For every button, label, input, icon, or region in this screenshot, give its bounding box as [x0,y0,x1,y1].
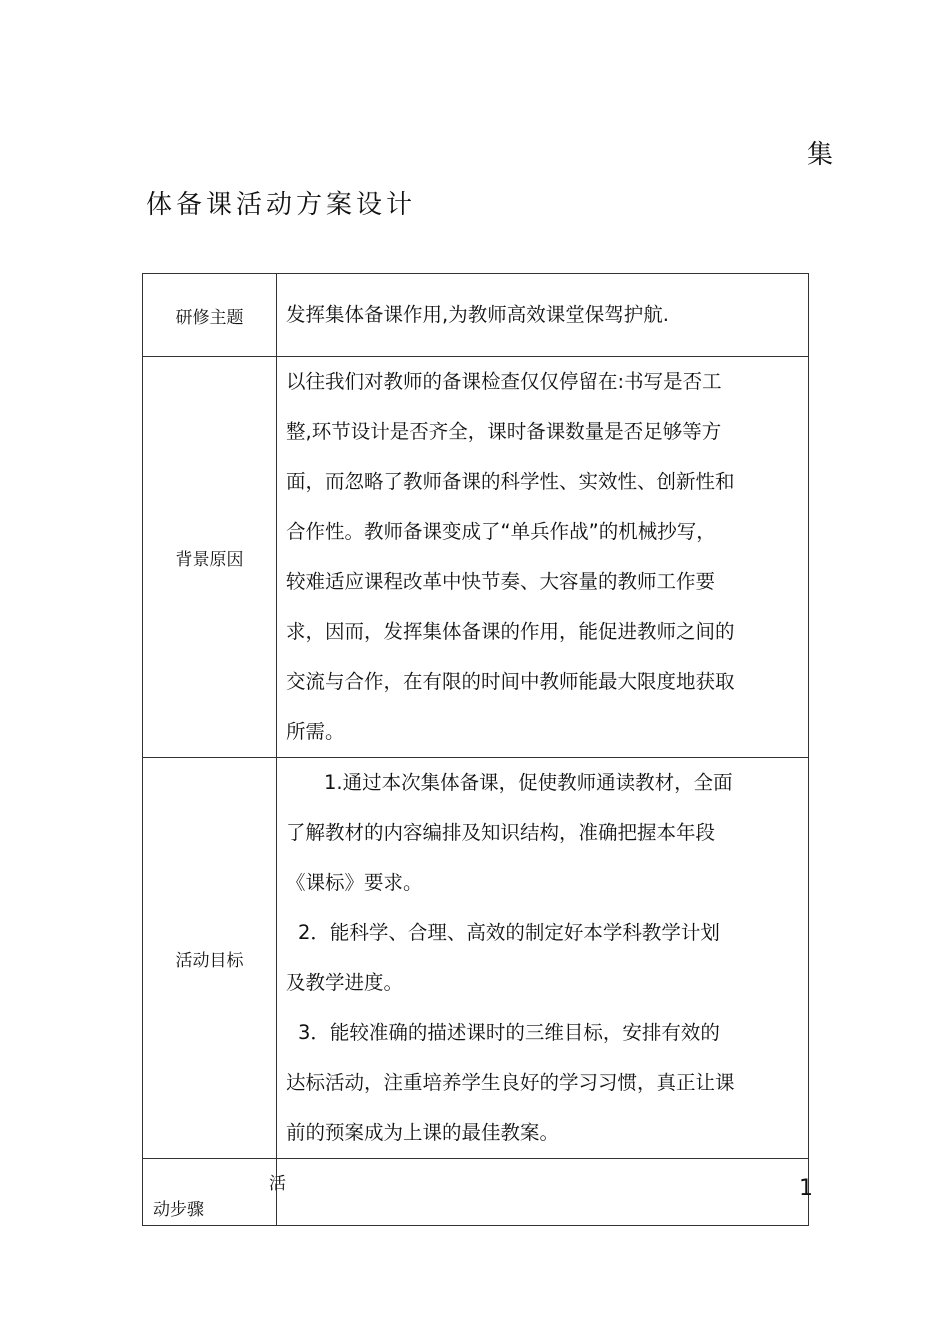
background-label: 背景原因 [143,357,277,758]
background-line: 整,环节设计是否齐全，课时备课数量是否足够等方 [286,420,722,443]
steps-content [277,1159,809,1226]
topic-text: 发挥集体备课作用,为教师高效课堂保驾护航. [277,274,809,357]
goal-line: 了解教材的内容编排及知识结构，准确把握本年段 [286,821,716,844]
title-first-char: 集 [807,140,838,170]
goal-line: 3．能较准确的描述课时的三维目标，安排有效的 [298,1021,720,1044]
goals-text [277,758,809,1159]
goal-line: 2．能科学、合理、高效的制定好本学科教学计划 [298,921,720,944]
steps-label [143,1159,286,1226]
background-line: 面，而忽略了教师备课的科学性、实效性、创新性和 [286,470,735,493]
goal-line: 达标活动，注重培养学生良好的学习习惯，真正让课 [286,1071,735,1094]
table-row-steps [143,1159,809,1226]
background-line: 较难适应课程改革中快节奏、大容量的教师工作要 [286,570,716,593]
table-row-goals [143,758,809,1159]
background-line: 以往我们对教师的备课检查仅仅停留在:书写是否工 [286,370,722,393]
table-row-topic [143,274,809,357]
background-line: 交流与合作，在有限的时间中教师能最大限度地获取 [286,670,735,693]
page-number: 1 [799,1176,813,1201]
background-line: 合作性。教师备课变成了“单兵作战”的机械抄写， [286,520,716,543]
goal-line: 及教学进度。 [286,971,404,994]
table-row-background [143,357,809,758]
goal-line: 《课标》要求。 [286,871,423,894]
goals-label: 活动目标 [143,758,277,1159]
plan-table [142,273,809,1226]
background-text [277,357,809,758]
goal-line: 1.通过本次集体备课，促使教师通读教材，全面 [324,771,733,794]
page-title: 体备课活动方案设计 [146,190,417,220]
steps-label-part1: 活 [269,1174,286,1194]
background-line: 求，因而，发挥集体备课的作用，能促进教师之间的 [286,620,735,643]
steps-label-part2: 动步骤 [153,1200,204,1220]
background-line: 所需。 [286,720,345,743]
topic-label: 研修主题 [143,274,277,357]
goal-line: 前的预案成为上课的最佳教案。 [286,1121,560,1144]
